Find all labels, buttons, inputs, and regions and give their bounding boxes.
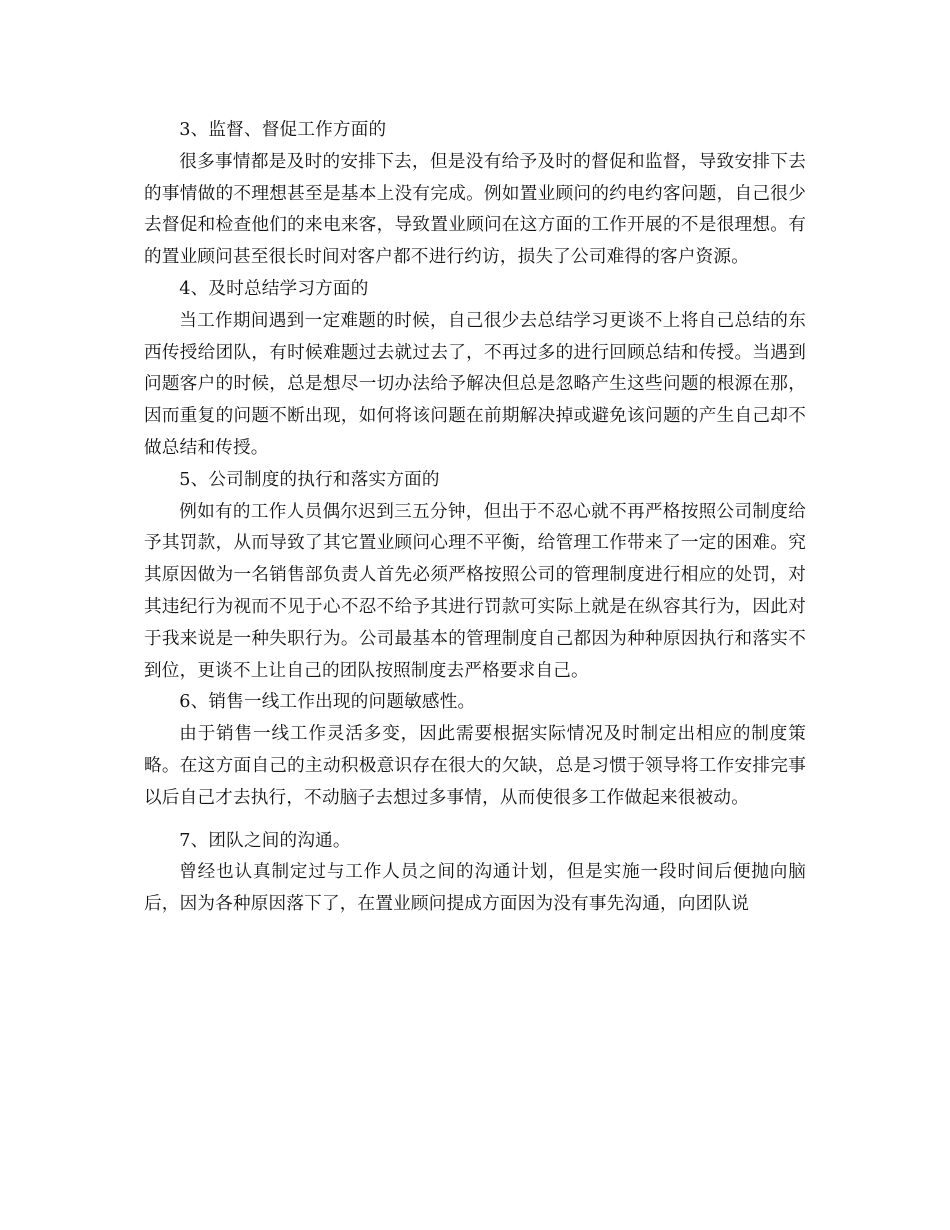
- section-paragraph-5: 例如有的工作人员偶尔迟到三五分钟，但出于不忍心就不再严格按照公司制度给予其罚款，从而导致了其它置业顾问心理不平衡，给管理工作带来了一定的困难。究其原因做为一名销售部负责人首先必须严格按照公司的管理制度进行相应的处罚，对其违纪行为视而不见于心不忍不给予其进行罚款可实际上就是在纵容其行为，因此对于我来说是一种失职行为。公司最基本的管理制度自己都因为种种原因执行和落实不到位，更谈不上让自己的团队按照制度去严格要求自己。: [144, 501, 806, 681]
- section-paragraph-4: 当工作期间遇到一定难题的时候，自己很少去总结学习更谈不上将自己总结的东西传授给团队，有时候难题过去就过去了，不再过多的进行回顾总结和传授。当遇到问题客户的时候，总是想尽一切办法给予解决但总是忽略产生这些问题的根源在那，因而重复的问题不断出现，如何将该问题在前期解决掉或避免该问题的产生自己却不做总结和传授。: [144, 310, 806, 458]
- section-paragraph-3: 很多事情都是及时的安排下去，但是没有给予及时的督促和监督，导致安排下去的事情做的不理想甚至是基本上没有完成。例如置业顾问的约电约客问题，自己很少去督促和检查他们的来电来客，导致置业顾问在这方面的工作开展的不是很理想。有的置业顾问甚至很长时间对客户都不进行约访，损失了公司难得的客户资源。: [144, 151, 806, 268]
- section-heading-5: 5、公司制度的执行和落实方面的: [179, 469, 440, 490]
- section-heading-3: 3、监督、督促工作方面的: [179, 120, 387, 140]
- section-paragraph-7: 曾经也认真制定过与工作人员之间的沟通计划，但是实施一段时间后便抛向脑后，因为各种原因落下了，在置业顾问提成方面因为没有事先沟通，向团队说: [144, 862, 806, 915]
- section-heading-6: 6、销售一线工作出现的问题敏感性。: [179, 692, 476, 713]
- document-body: [144, 115, 806, 921]
- section-heading-4: 4、及时总结学习方面的: [179, 278, 369, 299]
- section-paragraph-6: 由于销售一线工作灵活多变，因此需要根据实际情况及时制定出相应的制度策略。在这方面自己的主动积极意识存在很大的欠缺，总是习惯于领导将工作安排完事以后自己才去执行，不动脑子去想过多事情，从而使很多工作做起来很被动。: [144, 724, 806, 808]
- section-heading-7: 7、团队之间的沟通。: [179, 830, 351, 851]
